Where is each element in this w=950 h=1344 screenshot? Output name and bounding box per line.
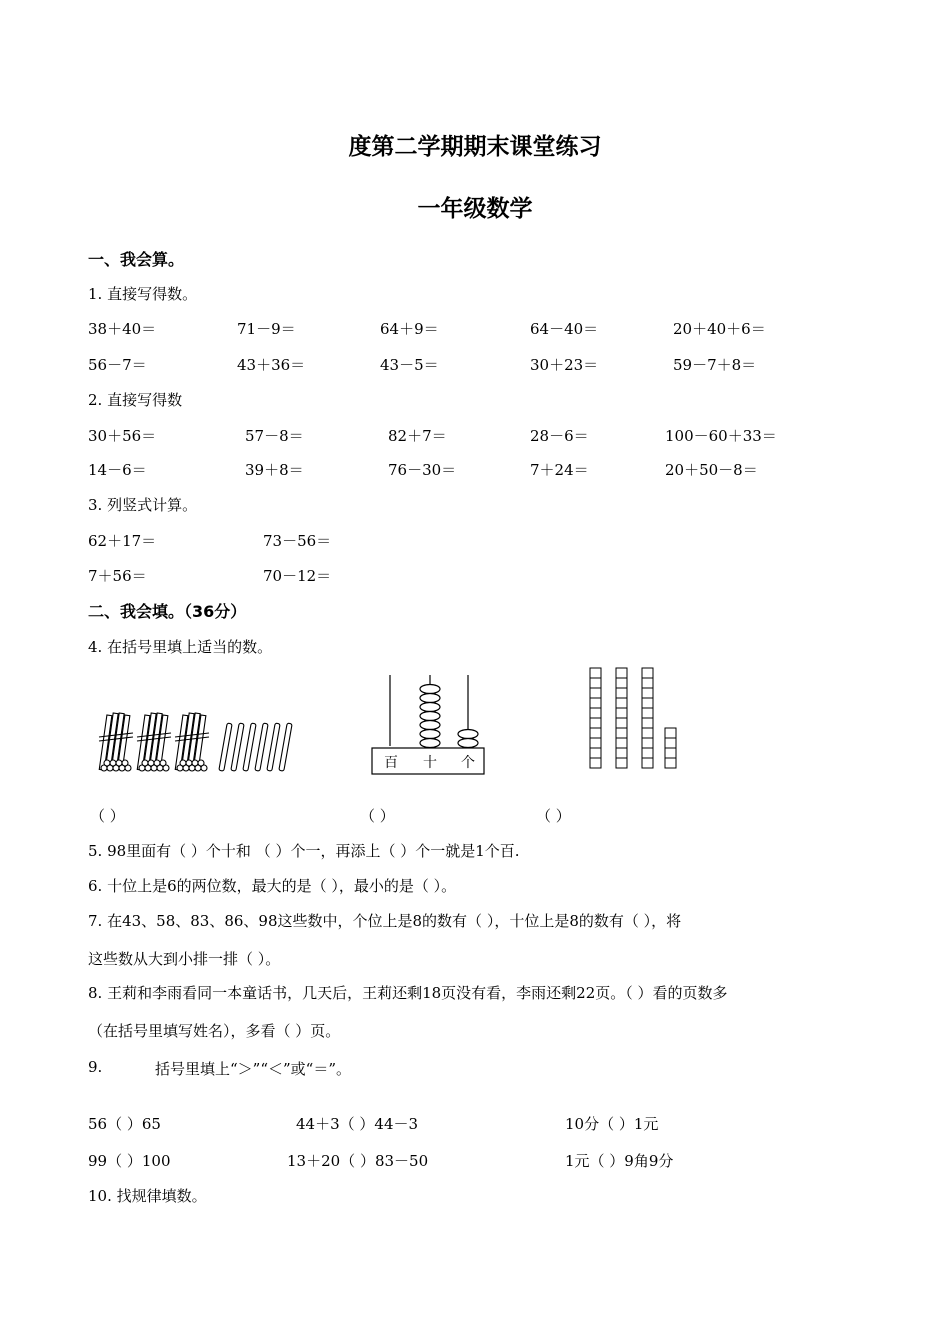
abacus-label-tens: 十	[423, 755, 437, 771]
ten-column	[590, 668, 601, 768]
q2-item: 7＋24＝	[530, 461, 589, 479]
single-sticks	[219, 723, 292, 771]
q2-item: 20＋50－8＝	[665, 461, 758, 479]
q1-label: 1. 直接写得数。	[88, 285, 198, 303]
single-cubes	[665, 728, 676, 768]
q2-item: 30＋56＝	[88, 427, 157, 445]
q2-item: 39＋8＝	[245, 461, 304, 479]
q1-item: 71－9＝	[237, 320, 296, 338]
cube-columns-figure	[585, 665, 685, 770]
bundle-icon	[99, 713, 133, 771]
q9-item: 99（ ）100	[88, 1152, 171, 1170]
q1-item: 20＋40＋6＝	[673, 320, 766, 338]
q2-item: 82＋7＝	[388, 427, 447, 445]
q1-item: 64－40＝	[530, 320, 599, 338]
q1-item: 38＋40＝	[88, 320, 157, 338]
q4-label: 4. 在括号里填上适当的数。	[88, 638, 273, 656]
ten-column	[616, 668, 627, 768]
q2-item: 57－8＝	[245, 427, 304, 445]
bundle-icon	[137, 713, 171, 771]
q1-item: 59－7＋8＝	[673, 356, 757, 374]
answer-blank[interactable]: （ ）	[536, 807, 571, 825]
q10-text: 10. 找规律填数。	[88, 1187, 207, 1205]
q1-item: 43＋36＝	[237, 356, 306, 374]
bead-group-tens	[420, 685, 440, 748]
bundle-icon	[175, 713, 209, 771]
q1-item: 64＋9＝	[380, 320, 439, 338]
q9-item: 56（ ）65	[88, 1115, 161, 1133]
q2-item: 28－6＝	[530, 427, 589, 445]
abacus-label-hundreds: 百	[384, 755, 398, 771]
q9-instruction: 括号里填上“＞”“＜”或“＝”。	[155, 1060, 352, 1078]
q3-label: 3. 列竖式计算。	[88, 496, 198, 514]
q3-item: 62＋17＝	[88, 532, 157, 550]
q2-item: 100－60＋33＝	[665, 427, 777, 445]
q9-item: 13＋20（ ）83－50	[287, 1152, 429, 1170]
answer-blank[interactable]: （ ）	[90, 807, 125, 825]
q8-text-line2: （在括号里填写姓名），多看（ ）页。	[88, 1022, 341, 1040]
q2-item: 76－30＝	[388, 461, 457, 479]
answer-blank[interactable]: （ ）	[360, 807, 395, 825]
q2-item: 14－6＝	[88, 461, 147, 479]
bead-group-ones	[458, 730, 478, 748]
q5-text: 5. 98里面有（ ）个十和 （ ）个一，再添上（ ）个一就是1个百.	[88, 842, 520, 860]
q3-item: 73－56＝	[263, 532, 332, 550]
q3-item: 7＋56＝	[88, 567, 147, 585]
ten-column	[642, 668, 653, 768]
abacus-label-ones: 个	[461, 755, 475, 771]
q9-item: 1元（ ）9角9分	[565, 1152, 674, 1170]
stick-bundles-figure	[95, 705, 305, 780]
q1-item: 56－7＝	[88, 356, 147, 374]
q7-text-line1: 7. 在43、58、83、86、98这些数中，个位上是8的数有（ ），十位上是8的数有（ ），将	[88, 912, 682, 930]
page-title: 度第二学期期末课堂练习	[348, 134, 602, 160]
q9-item: 44＋3（ ）44－3	[296, 1115, 419, 1133]
section-2-heading: 二、我会填。（36分）	[88, 602, 247, 621]
q2-label: 2. 直接写得数	[88, 391, 183, 409]
section-1-heading: 一、我会算。	[88, 250, 185, 269]
q7-text-line2: 这些数从大到小排一排（ ）。	[88, 950, 281, 968]
q8-text-line1: 8. 王莉和李雨看同一本童话书，几天后，王莉还剩18页没有看，李雨还剩22页。（ ）看的页数多	[88, 984, 728, 1002]
page-subtitle: 一年级数学	[417, 196, 533, 222]
q3-item: 70－12＝	[263, 567, 332, 585]
q6-text: 6. 十位上是6的两位数，最大的是（ ），最小的是（ ）。	[88, 877, 457, 895]
q1-item: 30＋23＝	[530, 356, 599, 374]
q9-item: 10分（ ）1元	[565, 1115, 659, 1133]
q1-item: 43－5＝	[380, 356, 439, 374]
q9-number: 9.	[88, 1058, 103, 1076]
